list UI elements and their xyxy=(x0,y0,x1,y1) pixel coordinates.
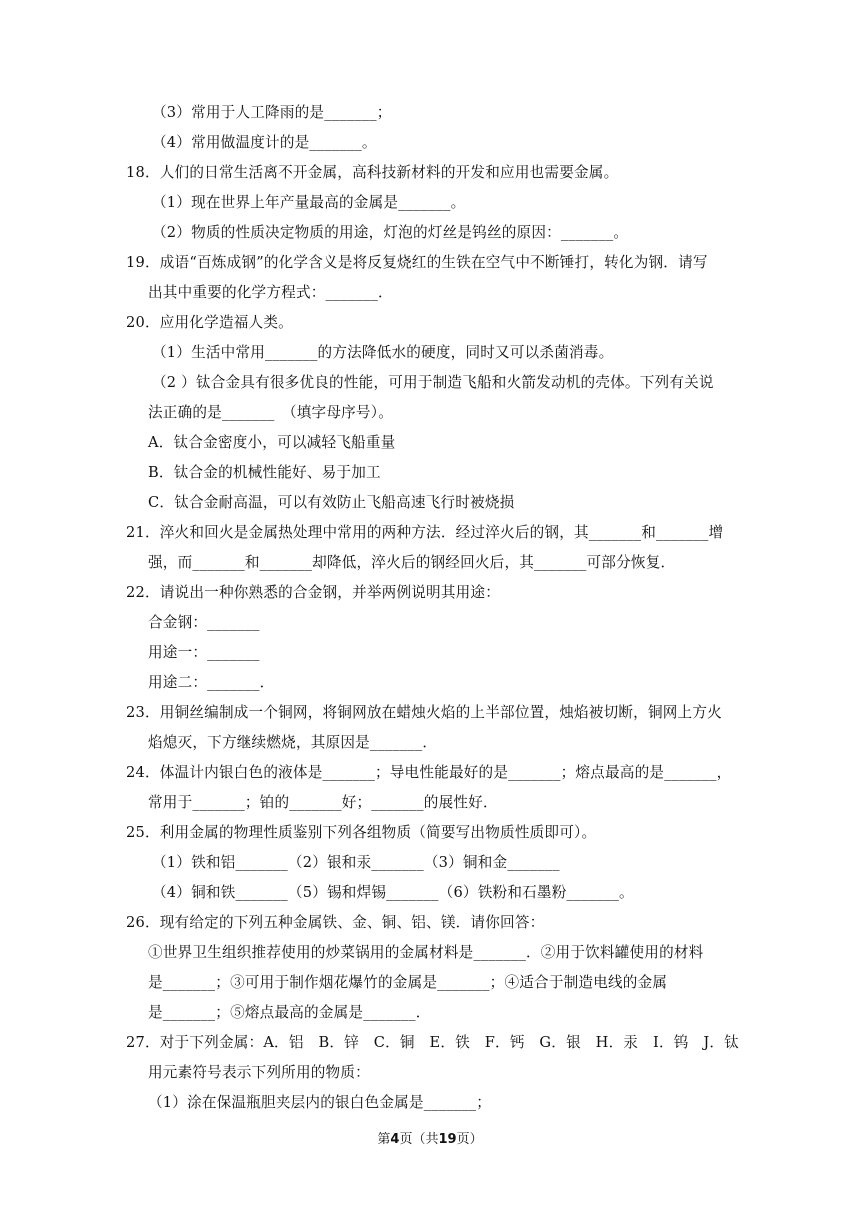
q24-stem: 24．体温计内银白色的液体是_______；导电性能最好的是_______；熔点最高的是_______， xyxy=(126,764,732,781)
q17-item-3: （3）常用于人工降雨的是_______； xyxy=(152,104,392,121)
q25-items-1-3: （1）铁和铝_______（2）银和汞_______（3）铜和金_______ xyxy=(152,854,560,871)
q22-stem: 22．请说出一种你熟悉的合金钢，并举两例说明其用途： xyxy=(126,584,501,601)
footer-total-pages: 19 xyxy=(438,1132,457,1147)
q19-stem-cont: 出其中重要的化学方程式：_______． xyxy=(148,284,393,301)
q26-line-2: 是_______；③可用于制作烟花爆竹的金属是_______；④适合于制造电线的金属 xyxy=(148,974,668,991)
q20-option-a: A．钛合金密度小，可以减轻飞船重量 xyxy=(148,434,396,451)
q20-option-c: C．钛合金耐高温，可以有效防止飞船高速飞行时被烧损 xyxy=(148,494,515,511)
q21-stem: 21．淬火和回火是金属热处理中常用的两种方法．经过淬火后的钢，其_______和_______增 xyxy=(126,524,724,541)
q20-item-1: （1）生活中常用_______的方法降低水的硬度，同时又可以杀菌消毒。 xyxy=(152,344,614,361)
q25-stem: 25．利用金属的物理性质鉴别下列各组物质（简要写出物质性质即可）。 xyxy=(126,824,597,841)
q21-stem-cont: 强，而_______和_______却降低，淬火后的钢经回火后，其_______可部分恢复． xyxy=(148,554,676,571)
q25-items-4-6: （4）铜和铁_______（5）锡和焊锡_______（6）铁粉和石墨粉_______。 xyxy=(152,884,634,901)
q26-line-3: 是_______；⑤熔点最高的金属是_______． xyxy=(148,1004,431,1021)
q18-item-2: （2）物质的性质决定物质的用途，灯泡的灯丝是钨丝的原因：_______。 xyxy=(152,224,629,241)
q23-stem: 23．用铜丝编制成一个铜网，将铜网放在蜡烛火焰的上半部位置，烛焰被切断，铜网上方火 xyxy=(126,704,722,721)
q23-stem-cont: 焰熄灭，下方继续燃烧，其原因是_______． xyxy=(148,734,438,751)
q22-use-2: 用途二：_______． xyxy=(148,674,275,691)
q20-option-b: B．钛合金的机械性能好、易于加工 xyxy=(148,464,381,481)
q26-stem: 26．现有给定的下列五种金属铁、金、铜、铝、镁．请你回答： xyxy=(126,914,545,931)
q20-item-2: （2 ）钛合金具有很多优良的性能，可用于制造飞船和火箭发动机的壳体。下列有关说 xyxy=(152,374,714,391)
page-footer xyxy=(0,1131,860,1149)
q24-stem-cont: 常用于_______；铂的_______好；_______的展性好． xyxy=(148,794,498,811)
q20-item-2-cont: 法正确的是_______ （填字母序号）。 xyxy=(148,404,393,421)
footer-middle: 页（共 xyxy=(399,1132,439,1147)
footer-prefix: 第 xyxy=(377,1132,391,1147)
q20-stem: 20．应用化学造福人类。 xyxy=(126,314,293,331)
q17-item-4: （4）常用做温度计的是_______。 xyxy=(152,134,377,151)
footer-suffix: 页） xyxy=(456,1132,483,1147)
q22-use-1: 用途一：_______ xyxy=(148,644,260,661)
q18-item-1: （1）现在世界上年产量最高的金属是_______。 xyxy=(152,194,466,211)
q26-line-1: ①世界卫生组织推荐使用的炒菜锅用的金属材料是_______．②用于饮料罐使用的材料 xyxy=(148,944,704,961)
q27-stem: 27．对于下列金属：A．铝 B．锌 C．铜 E．铁 F．钙 G．银 H．汞 I．钨 J．钛 xyxy=(126,1034,739,1051)
q18-stem: 18．人们的日常生活离不开金属，高科技新材料的开发和应用也需要金属。 xyxy=(126,164,619,181)
q27-stem-cont: 用元素符号表示下列所用的物质： xyxy=(148,1064,370,1081)
q27-item-1: （1）涂在保温瓶胆夹层内的银白色金属是_______； xyxy=(148,1094,492,1111)
footer-page-number: 4 xyxy=(390,1132,400,1147)
q22-alloy-steel: 合金钢：_______ xyxy=(148,614,260,631)
q19-stem: 19．成语“百炼成钢”的化学含义是将反复烧红的生铁在空气中不断锤打，转化为钢．请写 xyxy=(126,254,708,271)
